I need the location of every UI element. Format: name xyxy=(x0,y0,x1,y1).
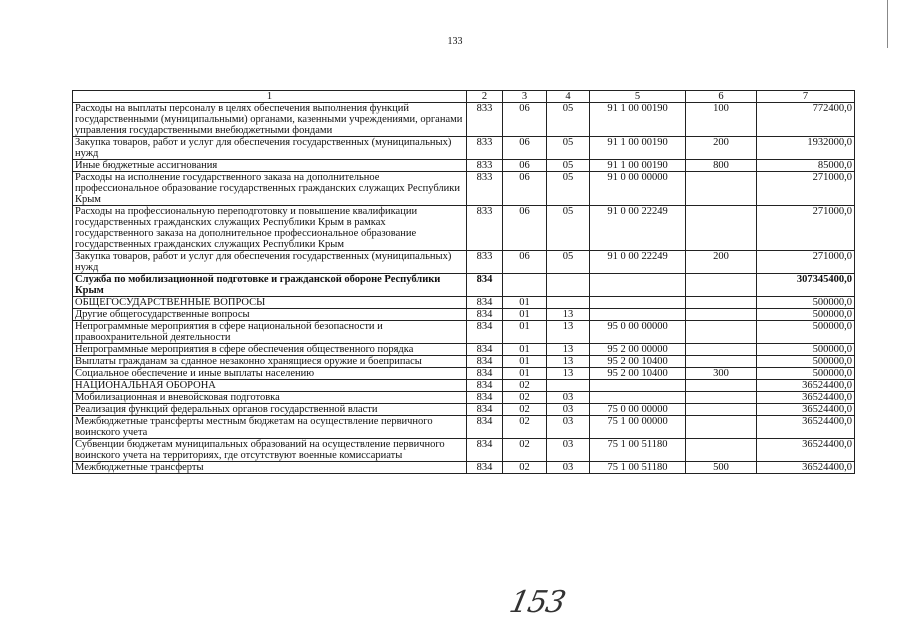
row-target-article: 75 1 00 51180 xyxy=(590,439,686,462)
row-section: 02 xyxy=(503,404,547,416)
row-name: Мобилизационная и вневойсковая подготовка xyxy=(73,392,467,404)
row-ministry-code: 834 xyxy=(467,380,503,392)
row-subsection: 13 xyxy=(547,321,590,344)
row-subsection: 05 xyxy=(547,206,590,251)
row-expense-type xyxy=(686,416,757,439)
row-amount: 271000,0 xyxy=(757,206,855,251)
table-row xyxy=(73,206,855,251)
scan-mark xyxy=(887,0,888,48)
table-row xyxy=(73,368,855,380)
row-expense-type xyxy=(686,439,757,462)
table-row xyxy=(73,416,855,439)
table-row xyxy=(73,309,855,321)
row-name: НАЦИОНАЛЬНАЯ ОБОРОНА xyxy=(73,380,467,392)
row-target-article: 75 1 00 00000 xyxy=(590,416,686,439)
row-target-article xyxy=(590,392,686,404)
row-name: Иные бюджетные ассигнования xyxy=(73,160,467,172)
table-row xyxy=(73,462,855,474)
row-ministry-code: 834 xyxy=(467,356,503,368)
header-col-6: 6 xyxy=(686,91,757,103)
row-target-article: 91 0 00 00000 xyxy=(590,172,686,206)
row-subsection: 03 xyxy=(547,439,590,462)
row-amount: 271000,0 xyxy=(757,172,855,206)
row-section: 01 xyxy=(503,321,547,344)
row-expense-type: 200 xyxy=(686,137,757,160)
row-name: Непрограммные мероприятия в сфере обеспечения общественного порядка xyxy=(73,344,467,356)
row-ministry-code: 833 xyxy=(467,160,503,172)
row-expense-type xyxy=(686,297,757,309)
row-amount: 500000,0 xyxy=(757,309,855,321)
row-name: Служба по мобилизационной подготовке и гражданской обороне Республики Крым xyxy=(73,274,467,297)
row-expense-type xyxy=(686,380,757,392)
header-col-1: 1 xyxy=(73,91,467,103)
row-expense-type xyxy=(686,309,757,321)
header-row xyxy=(73,91,855,103)
row-ministry-code: 833 xyxy=(467,172,503,206)
row-target-article: 91 1 00 00190 xyxy=(590,103,686,137)
table-row xyxy=(73,404,855,416)
header-col-5: 5 xyxy=(590,91,686,103)
row-section: 02 xyxy=(503,416,547,439)
row-section: 02 xyxy=(503,462,547,474)
table-row xyxy=(73,321,855,344)
row-section: 06 xyxy=(503,103,547,137)
row-target-article: 75 0 00 00000 xyxy=(590,404,686,416)
row-target-article: 95 2 00 00000 xyxy=(590,344,686,356)
row-section xyxy=(503,274,547,297)
row-amount: 500000,0 xyxy=(757,297,855,309)
row-name: Расходы на профессиональную переподготовку и повышение квалификации государственных гражданских служащих Республики Крым в рамках государственного заказа на дополнительное профессиональное образование государственных гражданских служащих Республики Крым xyxy=(73,206,467,251)
table-row xyxy=(73,297,855,309)
row-subsection: 05 xyxy=(547,103,590,137)
row-subsection xyxy=(547,297,590,309)
table-row xyxy=(73,356,855,368)
row-amount: 1932000,0 xyxy=(757,137,855,160)
row-subsection: 13 xyxy=(547,309,590,321)
row-ministry-code: 834 xyxy=(467,309,503,321)
row-name: Субвенции бюджетам муниципальных образований на осуществление первичного воинского учета на территориях, где отсутствуют военные комиссариаты xyxy=(73,439,467,462)
row-name: Непрограммные мероприятия в сфере национальной безопасности и правоохранительной деятельности xyxy=(73,321,467,344)
table-row xyxy=(73,392,855,404)
row-ministry-code: 834 xyxy=(467,416,503,439)
row-subsection: 03 xyxy=(547,392,590,404)
row-name: Межбюджетные трансферты xyxy=(73,462,467,474)
row-expense-type xyxy=(686,321,757,344)
row-section: 06 xyxy=(503,251,547,274)
row-section: 06 xyxy=(503,206,547,251)
row-subsection: 05 xyxy=(547,251,590,274)
row-amount: 36524400,0 xyxy=(757,392,855,404)
row-ministry-code: 834 xyxy=(467,462,503,474)
row-subsection: 03 xyxy=(547,404,590,416)
row-subsection: 05 xyxy=(547,160,590,172)
row-section: 01 xyxy=(503,356,547,368)
row-target-article xyxy=(590,274,686,297)
table-row xyxy=(73,344,855,356)
row-section: 01 xyxy=(503,368,547,380)
row-ministry-code: 833 xyxy=(467,251,503,274)
row-subsection: 13 xyxy=(547,356,590,368)
row-subsection: 05 xyxy=(547,137,590,160)
row-target-article: 91 0 00 22249 xyxy=(590,251,686,274)
row-amount: 36524400,0 xyxy=(757,416,855,439)
row-amount: 500000,0 xyxy=(757,321,855,344)
row-ministry-code: 833 xyxy=(467,103,503,137)
row-amount: 36524400,0 xyxy=(757,404,855,416)
row-amount: 500000,0 xyxy=(757,344,855,356)
row-name: Другие общегосударственные вопросы xyxy=(73,309,467,321)
row-target-article xyxy=(590,309,686,321)
header-col-2: 2 xyxy=(467,91,503,103)
table-row xyxy=(73,172,855,206)
row-amount: 271000,0 xyxy=(757,251,855,274)
row-target-article: 91 1 00 00190 xyxy=(590,160,686,172)
row-amount: 36524400,0 xyxy=(757,439,855,462)
row-section: 01 xyxy=(503,309,547,321)
row-ministry-code: 834 xyxy=(467,297,503,309)
row-amount: 307345400,0 xyxy=(757,274,855,297)
row-name: Расходы на исполнение государственного заказа на дополнительное профессиональное образование государственных гражданских служащих Республики Крым xyxy=(73,172,467,206)
row-expense-type xyxy=(686,274,757,297)
table-row xyxy=(73,160,855,172)
row-amount: 500000,0 xyxy=(757,368,855,380)
row-name: ОБЩЕГОСУДАРСТВЕННЫЕ ВОПРОСЫ xyxy=(73,297,467,309)
row-subsection: 13 xyxy=(547,368,590,380)
row-expense-type xyxy=(686,404,757,416)
row-ministry-code: 834 xyxy=(467,392,503,404)
row-ministry-code: 834 xyxy=(467,344,503,356)
row-subsection: 05 xyxy=(547,172,590,206)
row-ministry-code: 834 xyxy=(467,321,503,344)
row-expense-type: 100 xyxy=(686,103,757,137)
row-expense-type: 300 xyxy=(686,368,757,380)
row-name: Межбюджетные трансферты местным бюджетам на осуществление первичного воинского учета xyxy=(73,416,467,439)
row-name: Закупка товаров, работ и услуг для обеспечения государственных (муниципальных) нужд xyxy=(73,137,467,160)
row-name: Реализация функций федеральных органов государственной власти xyxy=(73,404,467,416)
table-body xyxy=(73,91,855,474)
row-subsection xyxy=(547,380,590,392)
row-expense-type: 500 xyxy=(686,462,757,474)
row-expense-type xyxy=(686,172,757,206)
row-section: 01 xyxy=(503,344,547,356)
row-ministry-code: 834 xyxy=(467,368,503,380)
row-target-article: 75 1 00 51180 xyxy=(590,462,686,474)
budget-table xyxy=(72,90,855,474)
row-expense-type: 200 xyxy=(686,251,757,274)
header-col-3: 3 xyxy=(503,91,547,103)
row-target-article xyxy=(590,380,686,392)
row-ministry-code: 833 xyxy=(467,137,503,160)
table-row xyxy=(73,251,855,274)
row-section: 06 xyxy=(503,172,547,206)
row-target-article: 91 0 00 22249 xyxy=(590,206,686,251)
row-amount: 85000,0 xyxy=(757,160,855,172)
table-row xyxy=(73,439,855,462)
row-target-article: 95 2 00 10400 xyxy=(590,368,686,380)
row-ministry-code: 834 xyxy=(467,404,503,416)
row-target-article: 95 2 00 10400 xyxy=(590,356,686,368)
row-target-article: 91 1 00 00190 xyxy=(590,137,686,160)
header-col-4: 4 xyxy=(547,91,590,103)
row-ministry-code: 833 xyxy=(467,206,503,251)
row-name: Социальное обеспечение и иные выплаты населению xyxy=(73,368,467,380)
handwritten-page-number: 153 xyxy=(506,585,568,620)
row-section: 01 xyxy=(503,297,547,309)
page-number: 133 xyxy=(447,36,463,47)
row-expense-type xyxy=(686,392,757,404)
row-target-article xyxy=(590,297,686,309)
row-amount: 36524400,0 xyxy=(757,380,855,392)
row-subsection: 03 xyxy=(547,462,590,474)
row-expense-type xyxy=(686,206,757,251)
row-ministry-code: 834 xyxy=(467,274,503,297)
row-section: 02 xyxy=(503,380,547,392)
row-name: Выплаты гражданам за сданное незаконно хранящиеся оружие и боеприпасы xyxy=(73,356,467,368)
row-expense-type: 800 xyxy=(686,160,757,172)
row-subsection: 13 xyxy=(547,344,590,356)
row-subsection: 03 xyxy=(547,416,590,439)
row-expense-type xyxy=(686,344,757,356)
header-col-7: 7 xyxy=(757,91,855,103)
table-row xyxy=(73,137,855,160)
row-amount: 36524400,0 xyxy=(757,462,855,474)
row-name: Закупка товаров, работ и услуг для обеспечения государственных (муниципальных) нужд xyxy=(73,251,467,274)
row-target-article: 95 0 00 00000 xyxy=(590,321,686,344)
row-ministry-code: 834 xyxy=(467,439,503,462)
table-row xyxy=(73,380,855,392)
row-section: 06 xyxy=(503,137,547,160)
row-amount: 772400,0 xyxy=(757,103,855,137)
row-expense-type xyxy=(686,356,757,368)
row-section: 06 xyxy=(503,160,547,172)
row-amount: 500000,0 xyxy=(757,356,855,368)
row-name: Расходы на выплаты персоналу в целях обеспечения выполнения функций государственными (муниципальными) органами, казенными учреждениями, органами управления государственными внебюджетными фондами xyxy=(73,103,467,137)
row-section: 02 xyxy=(503,439,547,462)
table-row xyxy=(73,103,855,137)
table-row xyxy=(73,274,855,297)
row-subsection xyxy=(547,274,590,297)
row-section: 02 xyxy=(503,392,547,404)
